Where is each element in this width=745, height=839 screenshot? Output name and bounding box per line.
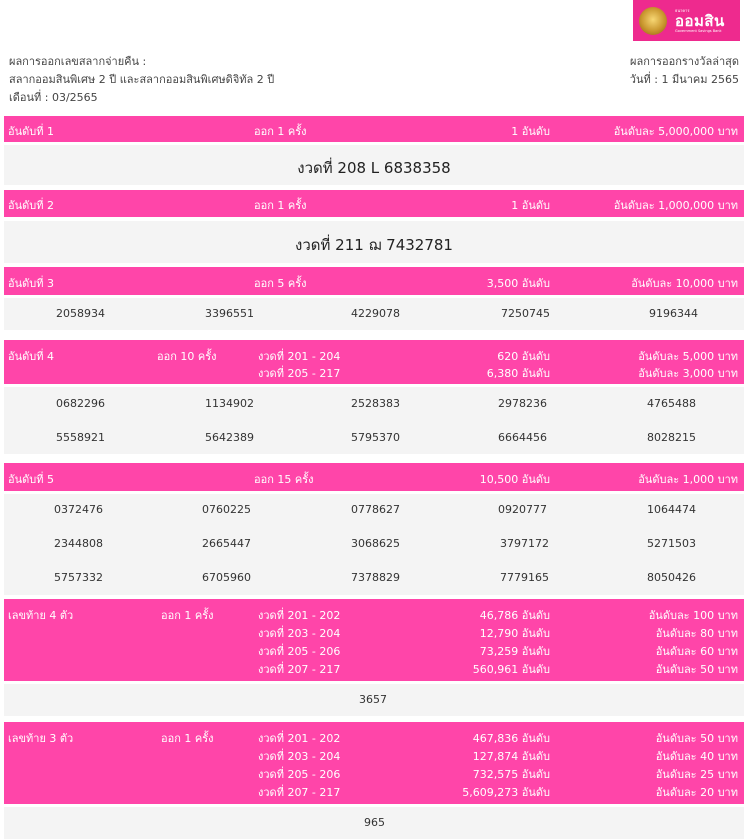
- last4-amount: อันดับละ 60 บาท: [655, 645, 738, 658]
- header-line-1: ผลการออกเลขสลากจ่ายคืน :: [9, 55, 147, 68]
- number-cell: 8028215: [647, 431, 696, 444]
- last3-count: 467,836 อันดับ: [472, 732, 550, 745]
- last4-period: งวดที่ 203 - 204: [258, 627, 341, 640]
- last4-count: 73,259 อันดับ: [479, 645, 550, 658]
- number-cell: 5271503: [647, 537, 696, 550]
- last4-result: 3657: [359, 693, 387, 706]
- number-cell: 9196344: [649, 307, 698, 320]
- prize4-period-1: งวดที่ 201 - 204: [258, 350, 341, 363]
- number-cell: 4229078: [351, 307, 400, 320]
- last3-draws: ออก 1 ครั้ง: [161, 732, 214, 745]
- number-cell: 5757332: [54, 571, 103, 584]
- last4-label: เลขท้าย 4 ตัว: [8, 609, 74, 622]
- number-cell: 2528383: [351, 397, 400, 410]
- number-cell: 5795370: [351, 431, 400, 444]
- prize3-draws: ออก 5 ครั้ง: [254, 277, 307, 290]
- number-cell: 7250745: [501, 307, 550, 320]
- prize3-numbers: [4, 298, 744, 330]
- prize1-result-row: [4, 145, 744, 185]
- number-cell: 0372476: [54, 503, 103, 516]
- last3-count: 5,609,273 อันดับ: [462, 786, 550, 799]
- number-cell: 0682296: [56, 397, 105, 410]
- number-cell: 1134902: [205, 397, 254, 410]
- last4-period: งวดที่ 207 - 217: [258, 663, 341, 676]
- prize3-label: อันดับที่ 3: [8, 277, 54, 290]
- last4-draws: ออก 1 ครั้ง: [161, 609, 214, 622]
- emblem-icon: [639, 7, 667, 35]
- number-cell: 0760225: [202, 503, 251, 516]
- last4-count: 46,786 อันดับ: [479, 609, 550, 622]
- prize1-amount: อันดับละ 5,000,000 บาท: [613, 125, 738, 138]
- number-cell: 1064474: [647, 503, 696, 516]
- last4-result-row: [4, 684, 744, 716]
- last4-count: 560,961 อันดับ: [472, 663, 550, 676]
- last3-count: 127,874 อันดับ: [472, 750, 550, 763]
- last3-header: [4, 722, 744, 804]
- prize5-count: 10,500 อันดับ: [479, 473, 550, 486]
- number-cell: 0920777: [498, 503, 547, 516]
- last4-amount: อันดับละ 50 บาท: [655, 663, 738, 676]
- number-cell: 4765488: [647, 397, 696, 410]
- last3-label: เลขท้าย 3 ตัว: [8, 732, 74, 745]
- logo-small-text: ธนาคาร: [675, 7, 690, 13]
- last4-period: งวดที่ 201 - 202: [258, 609, 341, 622]
- number-cell: 2978236: [498, 397, 547, 410]
- last3-period: งวดที่ 207 - 217: [258, 786, 341, 799]
- prize2-count: 1 อันดับ: [511, 199, 550, 212]
- header-line-3: เดือนที่ : 03/2565: [9, 91, 98, 104]
- prize1-count: 1 อันดับ: [511, 125, 550, 138]
- last3-count: 732,575 อันดับ: [472, 768, 550, 781]
- prize4-label: อันดับที่ 4: [8, 350, 54, 363]
- logo-sub-text: Government Savings Bank: [675, 28, 722, 33]
- latest-title: ผลการออกรางวัลล่าสุด: [630, 55, 739, 68]
- prize2-result-row: [4, 221, 744, 263]
- last3-amount: อันดับละ 50 บาท: [655, 732, 738, 745]
- number-cell: 7779165: [500, 571, 549, 584]
- prize1-result: งวดที่ 208 L 6838358: [297, 159, 451, 177]
- prize5-numbers: [4, 494, 744, 595]
- prize1-header: [4, 116, 744, 142]
- number-cell: 2344808: [54, 537, 103, 550]
- prize4-amount-1: อันดับละ 5,000 บาท: [638, 350, 738, 363]
- number-cell: 7378829: [351, 571, 400, 584]
- number-cell: 2058934: [56, 307, 105, 320]
- prize3-header: [4, 267, 744, 295]
- last3-result: 965: [364, 816, 385, 829]
- number-cell: 6664456: [498, 431, 547, 444]
- last4-header: [4, 599, 744, 681]
- header-line-2: สลากออมสินพิเศษ 2 ปี และสลากออมสินพิเศษดิจิทัล 2 ปี: [9, 73, 275, 86]
- number-cell: 5642389: [205, 431, 254, 444]
- logo-name: ออมสิน: [675, 11, 725, 30]
- number-cell: 5558921: [56, 431, 105, 444]
- prize2-header: [4, 190, 744, 217]
- last3-amount: อันดับละ 20 บาท: [655, 786, 738, 799]
- last3-period: งวดที่ 201 - 202: [258, 732, 341, 745]
- prize4-numbers: [4, 387, 744, 454]
- number-cell: 2665447: [202, 537, 251, 550]
- prize5-amount: อันดับละ 1,000 บาท: [638, 473, 738, 486]
- prize4-amount-2: อันดับละ 3,000 บาท: [638, 367, 738, 380]
- prize4-period-2: งวดที่ 205 - 217: [258, 367, 341, 380]
- last3-period: งวดที่ 205 - 206: [258, 768, 341, 781]
- prize2-result: งวดที่ 211 ฌ 7432781: [295, 236, 453, 254]
- prize4-draws: ออก 10 ครั้ง: [157, 350, 217, 363]
- prize5-header: [4, 463, 744, 491]
- latest-date: วันที่ : 1 มีนาคม 2565: [629, 73, 739, 86]
- last3-amount: อันดับละ 25 บาท: [655, 768, 738, 781]
- prize5-label: อันดับที่ 5: [8, 473, 54, 486]
- prize2-label: อันดับที่ 2: [8, 199, 54, 212]
- prize3-amount: อันดับละ 10,000 บาท: [631, 277, 738, 290]
- header-info: [9, 53, 274, 107]
- last3-period: งวดที่ 203 - 204: [258, 750, 341, 763]
- header-latest: [630, 53, 739, 89]
- prize4-count-2: 6,380 อันดับ: [486, 367, 550, 380]
- last4-period: งวดที่ 205 - 206: [258, 645, 341, 658]
- prize3-count: 3,500 อันดับ: [486, 277, 550, 290]
- last4-amount: อันดับละ 100 บาท: [648, 609, 738, 622]
- prize1-draws: ออก 1 ครั้ง: [254, 125, 307, 138]
- number-cell: 3068625: [351, 537, 400, 550]
- number-cell: 3797172: [500, 537, 549, 550]
- last3-amount: อันดับละ 40 บาท: [655, 750, 738, 763]
- logo-text: [675, 8, 725, 34]
- number-cell: 6705960: [202, 571, 251, 584]
- last3-result-row: [4, 807, 744, 839]
- prize2-draws: ออก 1 ครั้ง: [254, 199, 307, 212]
- prize5-draws: ออก 15 ครั้ง: [254, 473, 314, 486]
- last4-count: 12,790 อันดับ: [479, 627, 550, 640]
- last4-amount: อันดับละ 80 บาท: [655, 627, 738, 640]
- number-cell: 0778627: [351, 503, 400, 516]
- prize1-label: อันดับที่ 1: [8, 125, 54, 138]
- number-cell: 8050426: [647, 571, 696, 584]
- prize4-count-1: 620 อันดับ: [497, 350, 550, 363]
- prize4-header: [4, 340, 744, 384]
- prize2-amount: อันดับละ 1,000,000 บาท: [613, 199, 738, 212]
- number-cell: 3396551: [205, 307, 254, 320]
- gsb-logo[interactable]: [633, 0, 740, 41]
